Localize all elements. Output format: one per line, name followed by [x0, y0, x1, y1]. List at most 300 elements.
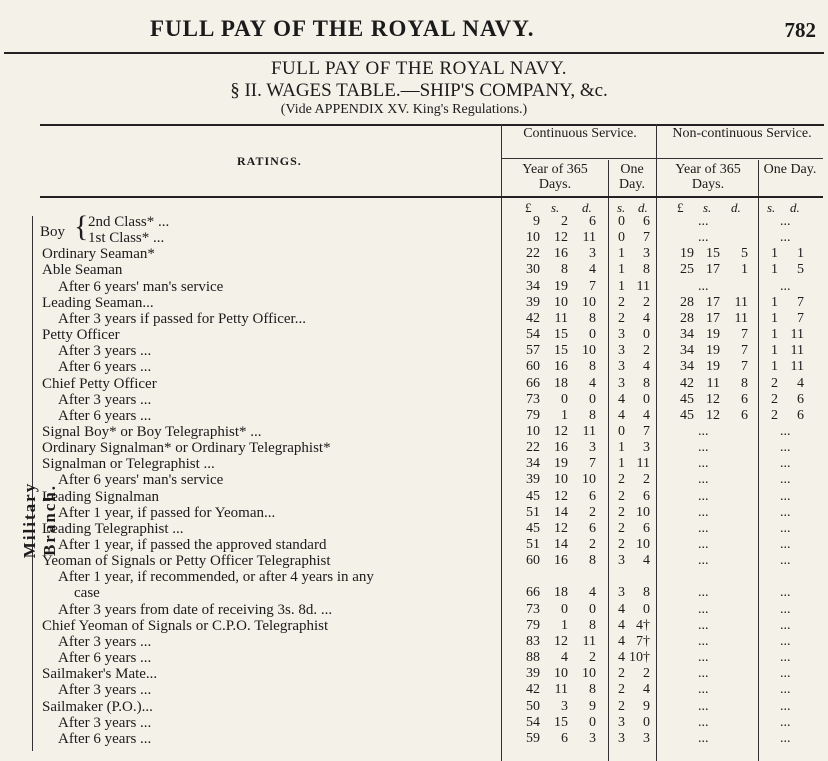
wage-cell: 66 [526, 585, 540, 601]
wage-cell: 10 [636, 537, 650, 552]
wage-cell: 79 [526, 617, 540, 633]
wage-cell: 60 [526, 553, 540, 569]
wage-cell: ... [698, 456, 709, 472]
wage-cell: 54 [526, 714, 540, 730]
wage-cell: 45 [526, 488, 540, 504]
wage-cell: 19 [706, 359, 720, 375]
wage-cell: 2 [618, 537, 625, 552]
table-row [0, 553, 828, 569]
wage-cell: 39 [526, 472, 540, 488]
wage-cell: 3 [589, 440, 596, 456]
wage-cell: 25 [680, 262, 694, 278]
wage-cell: 6 [643, 214, 650, 229]
wage-cell: 12 [554, 633, 568, 649]
wage-cell: ... [780, 585, 791, 601]
wage-cell: 17 [706, 310, 720, 326]
wage-cell: ... [698, 504, 709, 520]
wage-cell: 6 [589, 488, 596, 504]
wage-cell: 4 [618, 391, 625, 407]
table-row [0, 327, 828, 343]
table-row [0, 440, 828, 456]
wage-cell: 7 [797, 294, 804, 310]
wage-cell: 10 [582, 472, 596, 488]
rating-label: Leading Telegraphist ... [42, 520, 184, 537]
rating-label: After 3 years ... [58, 391, 152, 408]
wage-cell: 1 [618, 456, 625, 472]
wage-cell: 11 [790, 327, 804, 343]
wage-cell: 6 [561, 730, 568, 746]
wage-cell: 9 [533, 214, 540, 229]
wage-cell: 88 [526, 650, 540, 666]
wage-cell: 2 [643, 294, 650, 310]
wage-cell: 0 [589, 601, 596, 617]
wage-cell: 0 [589, 327, 596, 343]
wage-cell: 3 [589, 246, 596, 262]
wage-cell: ... [780, 278, 791, 294]
wage-cell: ... [780, 730, 791, 746]
wage-cell: 8 [589, 310, 596, 326]
year-header: Year of 365 Days. [522, 162, 588, 192]
wage-cell: 2 [618, 666, 625, 682]
wage-cell: 2 [618, 682, 625, 698]
table-row [0, 456, 828, 472]
wage-cell: 4 [643, 553, 650, 569]
running-title: FULL PAY OF THE ROYAL NAVY. [150, 16, 535, 41]
rating-label: 2nd Class* ... [88, 214, 170, 230]
table-subtitle: § II. WAGES TABLE.—SHIP'S COMPANY, &c. [230, 80, 608, 101]
wage-cell: 8 [589, 617, 596, 633]
rating-label: After 6 years ... [58, 359, 152, 376]
shilling-unit: s. [767, 200, 776, 215]
table-row [0, 359, 828, 375]
wage-cell: 3 [618, 375, 625, 391]
wage-cell: ... [780, 520, 791, 536]
wage-cell: 10 [636, 504, 650, 520]
wage-cell: 73 [526, 601, 540, 617]
table-row [0, 489, 828, 505]
wage-cell: ... [698, 666, 709, 682]
wage-cell: 45 [526, 520, 540, 536]
wage-cell: 9 [589, 698, 596, 714]
wage-cell: 2 [589, 504, 596, 520]
wage-cell: 6 [797, 407, 804, 423]
wage-cell: 1 [561, 617, 568, 633]
pence-unit: d. [790, 200, 800, 215]
table-row [0, 424, 828, 440]
table-row [0, 343, 828, 359]
wage-cell: 2 [618, 698, 625, 714]
wage-cell: 30 [526, 262, 540, 278]
table-row [0, 246, 828, 262]
wage-cell: 28 [680, 294, 694, 310]
wage-cell: 12 [554, 423, 568, 439]
wage-cell: 11 [582, 423, 596, 439]
wage-cell: 7† [636, 633, 650, 649]
rating-label: After 6 years ... [58, 730, 152, 747]
wage-cell: 1 [771, 262, 778, 278]
wage-cell: 15 [706, 246, 720, 262]
wage-cell: 11 [636, 456, 650, 472]
wage-cell: 3 [643, 730, 650, 746]
wage-cell: 9 [643, 698, 650, 714]
table-row [0, 311, 828, 327]
table-row [0, 408, 828, 424]
wage-cell: 4 [643, 310, 650, 326]
wage-cell: 39 [526, 666, 540, 682]
rating-label: Petty Officer [42, 327, 120, 344]
table-row [0, 472, 828, 488]
header-bottom-rule [40, 196, 823, 198]
wage-cell: 15 [554, 343, 568, 359]
wage-cell: 6 [741, 407, 748, 423]
one-day-header: One Day. [763, 162, 817, 177]
table-row [0, 715, 828, 731]
wage-cell: 5 [741, 246, 748, 262]
wage-cell: 10 [554, 666, 568, 682]
wage-cell: 4 [643, 407, 650, 423]
wage-cell: 0 [643, 601, 650, 617]
wage-cell: 7 [589, 278, 596, 294]
wage-cell: 42 [526, 310, 540, 326]
rating-label: Chief Petty Officer [42, 375, 157, 392]
table-row [0, 585, 828, 601]
wage-cell: 0 [618, 214, 625, 229]
wage-cell: ... [780, 504, 791, 520]
wage-cell: ... [698, 278, 709, 294]
wage-cell: 6 [741, 391, 748, 407]
table-row [0, 666, 828, 682]
wage-cell: 3 [618, 714, 625, 730]
boy-brace: { [74, 210, 89, 243]
wage-cell: 16 [554, 440, 568, 456]
wage-cell: 3 [589, 730, 596, 746]
wage-cell: ... [780, 488, 791, 504]
year-header: Year of 365 Days. [675, 162, 741, 192]
wage-cell: 54 [526, 327, 540, 343]
wage-cell: 45 [680, 407, 694, 423]
wage-cell: 6 [643, 520, 650, 536]
wage-cell: ... [698, 682, 709, 698]
wage-cell: 11 [734, 294, 748, 310]
rating-label: After 1 year, if passed the approved standard [58, 537, 327, 553]
wage-cell: 12 [554, 230, 568, 246]
wage-cell: ... [780, 537, 791, 552]
rating-label: After 6 years' man's service [58, 278, 224, 295]
rating-label: Leading Signalman [42, 488, 160, 505]
wage-cell: ... [780, 230, 791, 246]
wage-cell: 17 [706, 262, 720, 278]
wage-cell: 2 [589, 650, 596, 666]
wage-cell: 4 [618, 633, 625, 649]
wage-cell: 12 [706, 391, 720, 407]
wage-cell: 1 [771, 327, 778, 343]
wage-cell: 83 [526, 633, 540, 649]
wage-cell: 4 [618, 407, 625, 423]
wage-cell: ... [698, 617, 709, 633]
rating-label: After 6 years ... [58, 407, 152, 424]
wage-cell: ... [698, 650, 709, 666]
wage-cell: 1 [561, 407, 568, 423]
wage-cell: 59 [526, 730, 540, 746]
wage-cell: 50 [526, 698, 540, 714]
wage-cell: 19 [554, 278, 568, 294]
table-row [0, 731, 828, 747]
wage-cell: 34 [680, 327, 694, 343]
wage-cell: ... [698, 633, 709, 649]
wage-cell: 12 [554, 488, 568, 504]
rating-label: Signalman or Telegraphist ... [42, 456, 215, 473]
wage-cell: 10 [554, 294, 568, 310]
wage-cell: 73 [526, 391, 540, 407]
wage-cell: ... [698, 472, 709, 488]
wage-cell: 12 [554, 520, 568, 536]
wage-cell: 12 [706, 407, 720, 423]
wage-cell: 34 [680, 359, 694, 375]
wage-cell: 22 [526, 246, 540, 262]
wage-cell: 1 [771, 359, 778, 375]
rating-label: Signal Boy* or Boy Telegraphist* ... [42, 423, 262, 440]
wage-cell: 2 [618, 472, 625, 488]
wage-cell: 19 [706, 343, 720, 359]
wage-cell: 0 [643, 714, 650, 730]
wage-cell: 2 [589, 537, 596, 552]
wage-cell: 6 [797, 391, 804, 407]
rating-label: Yeoman of Signals or Petty Officer Telegraphist [42, 553, 331, 570]
wage-cell: 2 [561, 214, 568, 229]
wage-cell: 7 [797, 310, 804, 326]
military-branch-label: Military Branch. [20, 481, 59, 559]
wage-cell: 11 [790, 343, 804, 359]
wage-cell: 4 [618, 650, 625, 666]
wage-cell: 2 [618, 310, 625, 326]
ratings-header: RATINGS. [237, 154, 302, 168]
table-row [0, 699, 828, 715]
rating-label: After 1 year, if recommended, or after 4 years in any [58, 569, 374, 586]
wage-cell: ... [698, 520, 709, 536]
wage-cell: 7 [643, 230, 650, 246]
wage-cell: 51 [526, 537, 540, 552]
wage-cell: 4 [643, 682, 650, 698]
wage-cell: 3 [643, 440, 650, 456]
wage-cell: 34 [526, 278, 540, 294]
wage-cell: ... [780, 472, 791, 488]
wage-cell: ... [780, 617, 791, 633]
wage-cell: ... [698, 423, 709, 439]
wage-cell: 16 [554, 246, 568, 262]
wage-cell: ... [780, 456, 791, 472]
wage-cell: 4 [618, 601, 625, 617]
wage-cell: 11 [582, 230, 596, 246]
table-reference: (Vide APPENDIX XV. King's Regulations.) [280, 102, 528, 117]
table-row [0, 569, 828, 585]
wage-cell: 5 [797, 262, 804, 278]
wage-cell: 19 [706, 327, 720, 343]
wage-cell: 22 [526, 440, 540, 456]
boy-label: Boy [40, 224, 66, 240]
wage-cell: 2 [618, 504, 625, 520]
wage-cell: 11 [790, 359, 804, 375]
wage-cell: 14 [554, 504, 568, 520]
wage-cell: 1 [618, 246, 625, 262]
wage-cell: 2 [618, 294, 625, 310]
wage-cell: 10 [554, 472, 568, 488]
pence-unit: d. [731, 200, 741, 215]
table-row [0, 682, 828, 698]
wage-cell: 7 [643, 423, 650, 439]
wage-cell: 11 [554, 682, 568, 698]
wage-cell: 7 [741, 359, 748, 375]
wage-cell: ... [780, 633, 791, 649]
rating-label: After 6 years' man's service [58, 472, 224, 489]
shilling-unit: s. [703, 200, 712, 215]
pence-unit: d. [638, 200, 648, 215]
wage-cell: 1 [618, 262, 625, 278]
non-continuous-service-header: Non-continuous Service. [672, 126, 812, 141]
wage-cell: 2 [643, 472, 650, 488]
table-row [0, 376, 828, 392]
wage-cell: 2 [618, 520, 625, 536]
rating-label: Ordinary Signalman* or Ordinary Telegraphist* [42, 440, 331, 457]
wage-cell: 1 [618, 440, 625, 456]
wage-cell: 2 [771, 375, 778, 391]
wage-cell: 19 [680, 246, 694, 262]
wage-cell: 8 [561, 262, 568, 278]
wage-cell: ... [698, 714, 709, 730]
wage-cell: 7 [741, 343, 748, 359]
table-row [0, 392, 828, 408]
wage-cell: 3 [618, 327, 625, 343]
one-day-header: One Day. [619, 162, 645, 192]
wage-cell: 10 [582, 343, 596, 359]
rating-label: Able Seaman [42, 262, 123, 279]
rating-label: After 3 years ... [58, 633, 152, 650]
wage-cell: 0 [589, 391, 596, 407]
shilling-unit: s. [551, 200, 560, 215]
wage-cell: ... [698, 230, 709, 246]
wage-cell: 28 [680, 310, 694, 326]
wage-cell: ... [698, 585, 709, 601]
wage-cell: 3 [618, 730, 625, 746]
pound-unit: £ [525, 200, 532, 215]
rating-label: After 3 years ... [58, 682, 152, 699]
rating-label: After 6 years ... [58, 650, 152, 667]
wage-cell: 10† [629, 650, 650, 666]
wage-cell: ... [698, 553, 709, 569]
wage-cell: ... [698, 730, 709, 746]
wage-cell: 2 [643, 666, 650, 682]
wage-cell: ... [780, 650, 791, 666]
wage-cell: 3 [643, 246, 650, 262]
table-row [0, 295, 828, 311]
wage-cell: ... [698, 537, 709, 552]
wage-cell: 18 [554, 585, 568, 601]
table-row [0, 650, 828, 666]
rating-label: After 3 years from date of receiving 3s. 8d. ... [58, 601, 333, 618]
wage-cell: ... [780, 714, 791, 730]
wage-cell: 4 [561, 650, 568, 666]
wage-cell: 8 [589, 359, 596, 375]
wage-cell: 0 [618, 230, 625, 246]
rating-label: Chief Yeoman of Signals or C.P.O. Telegraphist [42, 617, 329, 634]
wage-cell: 4 [643, 359, 650, 375]
wage-cell: 11 [706, 375, 720, 391]
wage-cell: ... [698, 214, 709, 229]
wage-cell: 3 [618, 343, 625, 359]
wage-cell: 34 [526, 456, 540, 472]
wage-cell: ... [780, 423, 791, 439]
page-number: 782 [784, 18, 816, 42]
table-row [0, 230, 828, 246]
table-row [0, 214, 828, 230]
wage-cell: ... [780, 553, 791, 569]
wage-cell: 3 [618, 553, 625, 569]
wage-cell: 8 [589, 553, 596, 569]
wage-cell: 42 [680, 375, 694, 391]
wage-cell: 10 [526, 423, 540, 439]
pence-unit: d. [582, 200, 592, 215]
rating-label: After 3 years ... [58, 343, 152, 360]
wage-cell: 3 [618, 359, 625, 375]
continuous-service-header: Continuous Service. [523, 126, 637, 141]
wage-cell: 1 [771, 343, 778, 359]
wage-cell: 16 [554, 359, 568, 375]
wage-cell: 11 [636, 278, 650, 294]
rating-label: Leading Seaman... [42, 294, 154, 311]
wage-cell: 0 [618, 423, 625, 439]
wage-cell: 1 [797, 246, 804, 262]
wage-cell: 18 [554, 375, 568, 391]
wage-cell: 8 [589, 682, 596, 698]
wage-cell: 60 [526, 359, 540, 375]
rating-label: After 1 year, if passed for Yeoman... [58, 504, 276, 521]
wage-cell: 11 [554, 310, 568, 326]
rating-label: Sailmaker (P.O.)... [42, 698, 153, 715]
wage-cell: 2 [643, 343, 650, 359]
wage-cell: 10 [582, 294, 596, 310]
table-row [0, 537, 828, 553]
wage-cell: 79 [526, 407, 540, 423]
wage-cell: 16 [554, 553, 568, 569]
wage-cell: ... [780, 601, 791, 617]
wage-cell: 6 [643, 488, 650, 504]
running-head [0, 14, 828, 54]
wage-cell: 17 [706, 294, 720, 310]
wage-cell: 4 [589, 585, 596, 601]
wage-cell: 4 [797, 375, 804, 391]
wage-cell: 3 [618, 585, 625, 601]
wage-cell: 7 [741, 327, 748, 343]
rating-label: case [74, 585, 100, 602]
rating-label: 1st Class* ... [88, 230, 165, 247]
wage-cell: 4 [618, 617, 625, 633]
wage-cell: 4 [589, 262, 596, 278]
wage-cell: 2 [618, 488, 625, 504]
column-divider [608, 160, 609, 198]
header-rule [501, 158, 823, 159]
wage-cell: 45 [680, 391, 694, 407]
wage-cell: ... [780, 214, 791, 229]
table-title: FULL PAY OF THE ROYAL NAVY. [270, 58, 568, 79]
wage-cell: ... [780, 440, 791, 456]
wage-cell: 0 [589, 714, 596, 730]
wage-cell: 8 [643, 585, 650, 601]
wage-cell: 11 [582, 633, 596, 649]
wage-cell: 0 [561, 601, 568, 617]
wage-cell: ... [780, 682, 791, 698]
wage-cell: 1 [771, 246, 778, 262]
wage-cell: 8 [643, 375, 650, 391]
rating-label: Sailmaker's Mate... [42, 666, 158, 683]
